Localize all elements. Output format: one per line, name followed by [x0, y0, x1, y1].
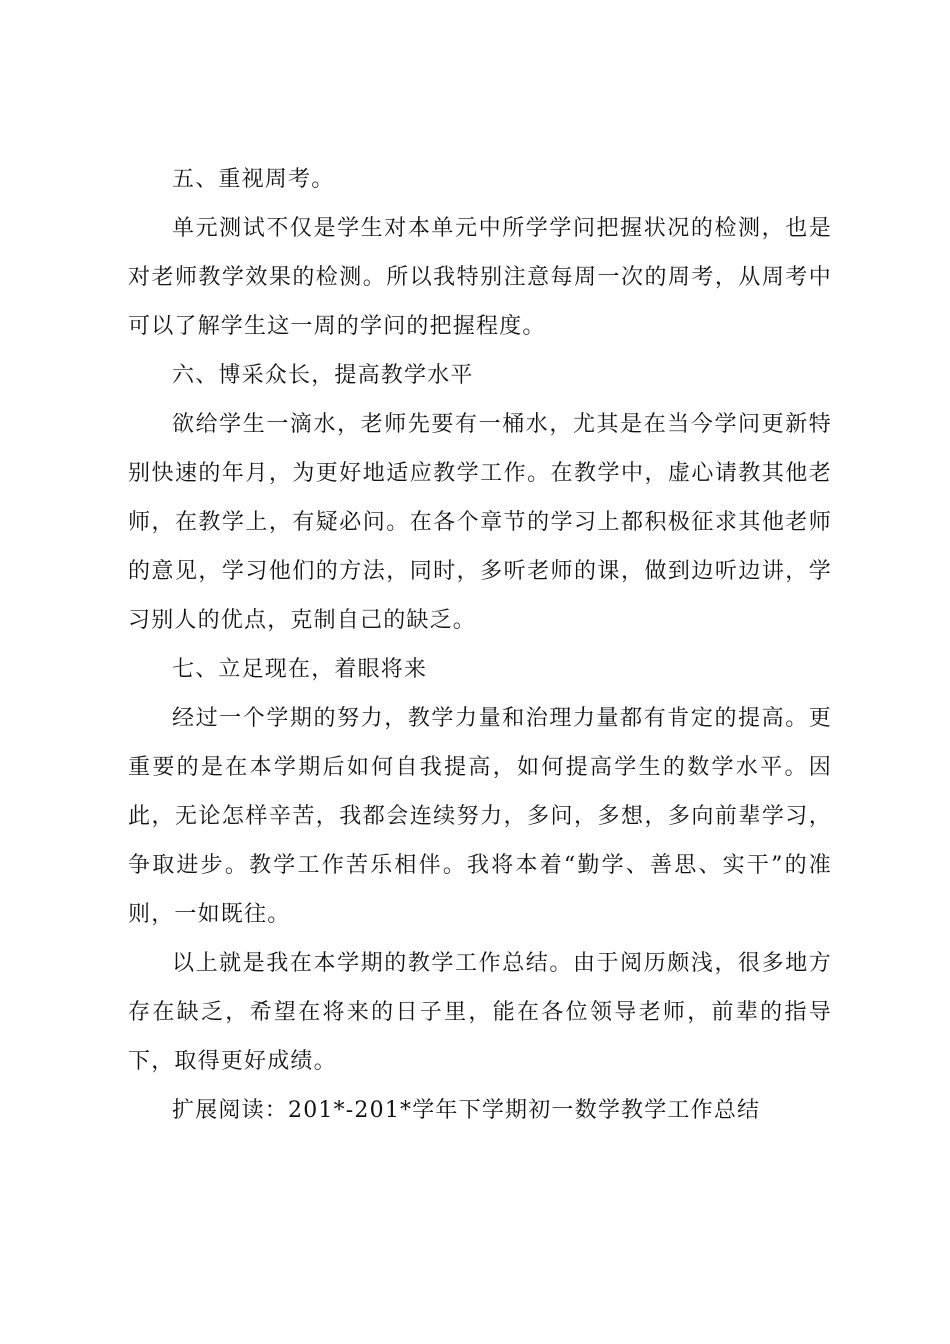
- paragraph-conclusion: 以上就是我在本学期的教学工作总结。由于阅历颇浅，很多地方存在缺乏，希望在将来的日子里，能在各位领导老师，前辈的指导下，取得更好成绩。: [128, 951, 832, 1074]
- paragraph-learn-from-others: 欲给学生一滴水，老师先要有一桶水，尤其是在当今学问更新特别快速的年月，为更好地适应教学工作。在教学中，虚心请教其他老师，在教学上，有疑必问。在各个章节的学习上都积极征求其他老师的意见，学习他们的方法，同时，多听老师的课，做到边听边讲，学习别人的优点，克制自己的缺乏。: [128, 412, 832, 633]
- paragraph-future: 经过一个学期的努力，教学力量和治理力量都有肯定的提高。更重要的是在本学期后如何自我提高，如何提高学生的数学水平。因此，无论怎样辛苦，我都会连续努力，多问，多想，多向前辈学习，争取进步。教学工作苦乐相伴。我将本着“勤学、善思、实干”的准则，一如既往。: [128, 706, 832, 927]
- section-heading-learn-from-others: 六、博采众长，提高教学水平: [172, 363, 474, 388]
- paragraph-weekly-test: 单元测试不仅是学生对本单元中所学学问把握状况的检测，也是对老师教学效果的检测。所以我特别注意每周一次的周考，从周考中可以了解学生这一周的学问的把握程度。: [128, 216, 832, 339]
- extended-reading-heading: 扩展阅读：201*-201*学年下学期初一数学教学工作总结: [172, 1098, 761, 1123]
- document-body: [128, 155, 832, 1135]
- section-heading-weekly-test: 五、重视周考。: [172, 167, 335, 192]
- section-heading-future: 七、立足现在，着眼将来: [172, 657, 428, 682]
